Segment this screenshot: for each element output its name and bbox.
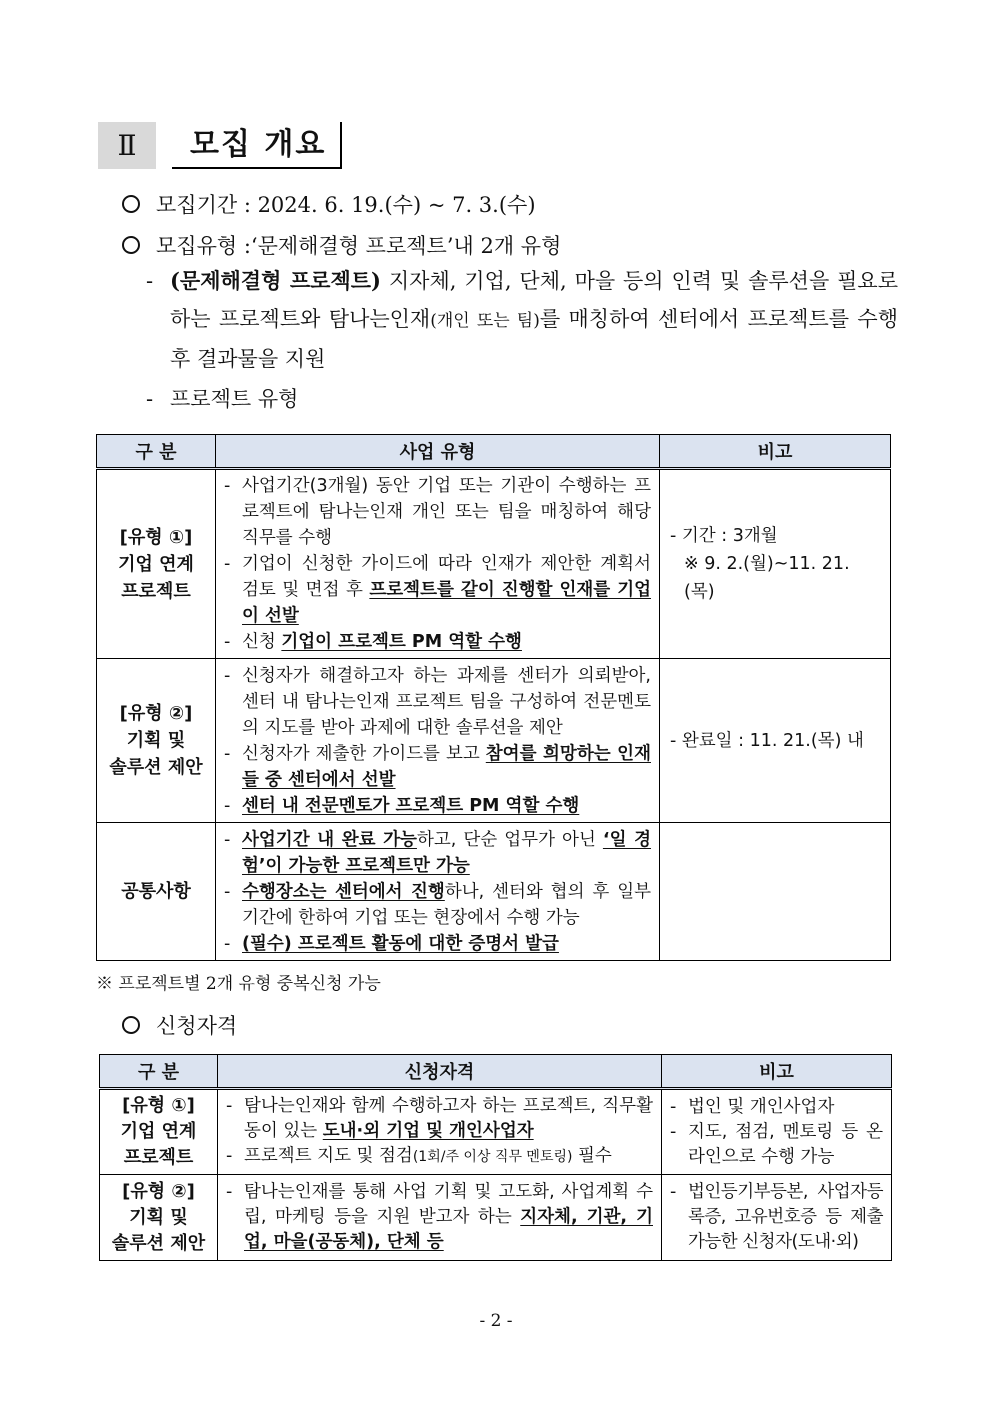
- list-item: - 신청자가 해결하고자 하는 과제를 센터가 의뢰받아, 센터 내 탐나는인재 프로젝트 팀을 구성하여 전문멘토의 지도를 받아 과제에 대한 솔루션을 제안: [224, 663, 651, 741]
- list-item: - 센터 내 전문멘토가 프로젝트 PM 역할 수행: [224, 793, 651, 819]
- content-cell: [216, 469, 660, 659]
- list-item: - 프로젝트 지도 및 점검(1회/주 이상 직무 멘토링) 필수: [226, 1144, 653, 1170]
- col-header: 구 분: [100, 1055, 218, 1089]
- col-header: 신청자격: [218, 1055, 662, 1089]
- category-cell: [유형 ②] 기획 및 솔루션 제안: [97, 659, 216, 823]
- type-description: - (문제해결형 프로젝트) 지자체, 기업, 단체, 마을 등의 인력 및 솔루션을 필요로 하는 프로젝트와 탐나는인재(개인 또는 팀)를 매칭하여 센터에서 프로젝트를 수행 후 결과물을 지원: [146, 268, 899, 371]
- list-item: - 기업이 신청한 가이드에 따라 인재가 제안한 계획서 검토 및 면접 후 프로젝트를 같이 진행할 인재를 기업이 선발: [224, 551, 651, 629]
- period-bullet: [122, 189, 536, 219]
- note-cell: [662, 1175, 892, 1261]
- desc-bold: (문제해결형 프로젝트): [170, 268, 381, 293]
- category-cell: [유형 ①] 기업 연계 프로젝트: [97, 469, 216, 659]
- section-title: 모집 개요: [172, 122, 342, 169]
- list-item: - 신청 기업이 프로젝트 PM 역할 수행: [224, 629, 651, 655]
- section-number: Ⅱ: [98, 122, 156, 169]
- table-row: [100, 1175, 892, 1261]
- content-cell: [216, 659, 660, 823]
- list-item: - 지도, 점검, 멘토링 등 온라인으로 수행 가능: [670, 1120, 883, 1170]
- circle-bullet-icon: [122, 1016, 140, 1034]
- list-item: - (필수) 프로젝트 활동에 대한 증명서 발급: [224, 931, 651, 957]
- note-cell: [660, 823, 891, 961]
- note-cell: [662, 1089, 892, 1175]
- type-bullet: [122, 230, 561, 260]
- table-row: [97, 659, 891, 823]
- content-cell: [218, 1175, 662, 1261]
- qualification-table: [99, 1054, 892, 1261]
- period-text: 모집기간 : 2024. 6. 19.(수) ~ 7. 3.(수): [156, 193, 536, 217]
- list-item: - 사업기간(3개월) 동안 기업 또는 기관이 수행하는 프로젝트에 탐나는인재 개인 또는 팀을 매칭하여 해당 직무를 수행: [224, 473, 651, 551]
- content-cell: [218, 1089, 662, 1175]
- qualification-label: 신청자격: [156, 1014, 238, 1038]
- category-cell: 공통사항: [97, 823, 216, 961]
- circle-bullet-icon: [122, 195, 140, 213]
- note-cell: - 기간 : 3개월 ※ 9. 2.(월)~11. 21.(목): [660, 469, 891, 659]
- category-cell: [유형 ①] 기업 연계 프로젝트: [100, 1089, 218, 1175]
- type-text: 모집유형 :‘문제해결형 프로젝트’내 2개 유형: [156, 234, 562, 258]
- page-number: - 2 -: [479, 1311, 513, 1331]
- table-row: [100, 1089, 892, 1175]
- project-type-table: [96, 434, 891, 961]
- col-header: 사업 유형: [216, 435, 660, 469]
- table-row: [97, 469, 891, 659]
- col-header: 비고: [660, 435, 891, 469]
- table-row: [97, 823, 891, 961]
- list-item: - 법인등기부등본, 사업자등록증, 고유번호증 등 제출 가능한 신청자(도내·외): [670, 1180, 883, 1255]
- col-header: 비고: [662, 1055, 892, 1089]
- list-item: - 탐나는인재를 통해 사업 기획 및 고도화, 사업계획 수립, 마케팅 등을 지원 받고자 하는 지자체, 기관, 기업, 마을(공동체), 단체 등: [226, 1180, 653, 1255]
- list-item: - 법인 및 개인사업자: [670, 1095, 883, 1120]
- circle-bullet-icon: [122, 236, 140, 254]
- note-cell: - 완료일 : 11. 21.(목) 내: [660, 659, 891, 823]
- list-item: - 탐나는인재와 함께 수행하고자 하는 프로젝트, 직무활동이 있는 도내·외 기업 및 개인사업자: [226, 1094, 653, 1144]
- col-header: 구 분: [97, 435, 216, 469]
- category-cell: [유형 ②] 기획 및 솔루션 제안: [100, 1175, 218, 1261]
- list-item: - 수행장소는 센터에서 진행하나, 센터와 협의 후 일부 기간에 한하여 기업 또는 현장에서 수행 가능: [224, 879, 651, 931]
- qualification-bullet: [122, 1010, 237, 1040]
- content-cell: [216, 823, 660, 961]
- footnote: ※ 프로젝트별 2개 유형 중복신청 가능: [96, 974, 381, 994]
- list-item: - 사업기간 내 완료 가능하고, 단순 업무가 아닌 ‘일 경험’이 가능한 프로젝트만 가능: [224, 827, 651, 879]
- list-item: - 신청자가 제출한 가이드를 보고 참여를 희망하는 인재들 중 센터에서 선발: [224, 741, 651, 793]
- project-type-label: - 프로젝트 유형: [146, 387, 299, 411]
